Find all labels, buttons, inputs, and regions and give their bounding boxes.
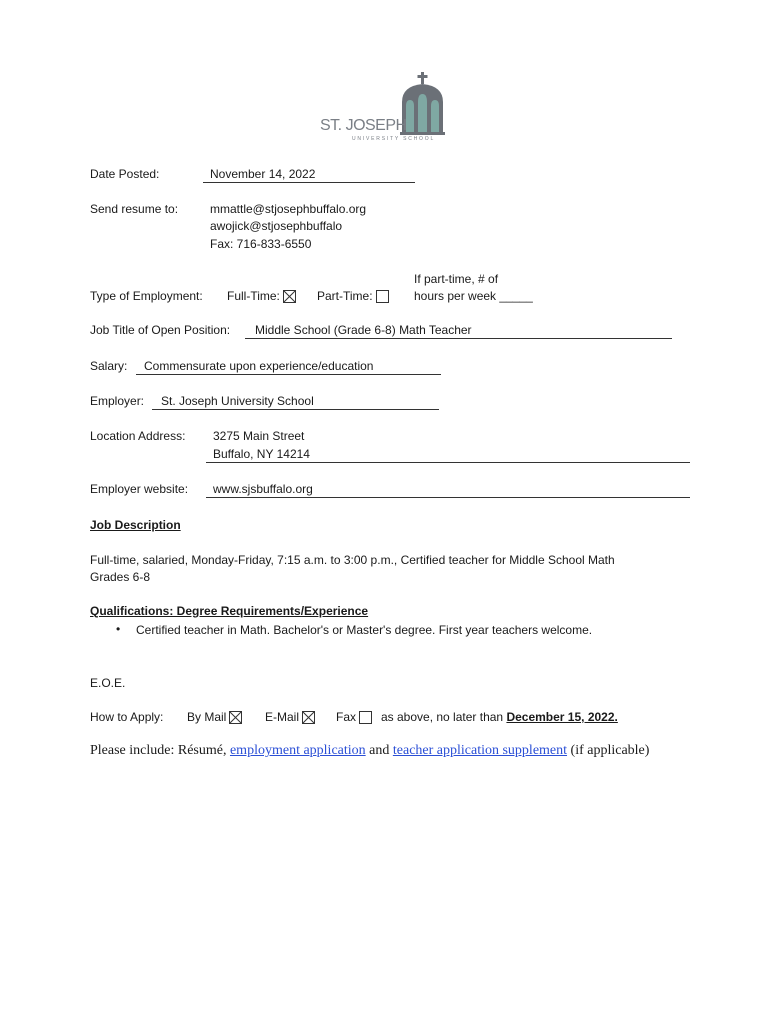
job-title-value: Middle School (Grade 6-8) Math Teacher [255,323,472,337]
resume-email-2: awojick@stjosephbuffalo [210,219,343,233]
send-resume-label: Send resume to: [90,202,179,216]
eoe-text: E.O.E. [90,676,126,690]
logo-name: ST. JOSEPH [320,117,407,134]
location-line2-field [206,447,690,463]
apply-email-label: E-Mail [265,710,300,724]
full-time-label: Full-Time: [227,289,280,303]
employment-type-label: Type of Employment: [90,289,203,303]
date-posted-label: Date Posted: [90,167,160,181]
apply-label: How to Apply: [90,710,164,724]
apply-mail-label: By Mail [187,710,227,724]
part-time-option [317,289,389,303]
location-line2: Buffalo, NY 14214 [213,447,310,461]
apply-fax-checkbox[interactable] [359,711,372,724]
date-posted-text: November 14, 2022 [210,167,316,181]
salary-field [136,359,441,375]
website-label: Employer website: [90,482,189,496]
hours-note-line1: If part-time, # of [414,272,499,286]
apply-deadline: December 15, 2022. [506,710,618,724]
checked-x-icon [303,712,314,723]
full-time-checkbox[interactable] [283,290,296,303]
qualifications-item: Certified teacher in Math. Bachelor's or Master's degree. First year teachers welcome. [136,623,593,637]
logo-subtitle: UNIVERSITY SCHOOL [352,136,436,142]
job-title-label: Job Title of Open Position: [90,323,231,337]
employer-value: St. Joseph University School [161,394,314,408]
qualifications-heading: Qualifications: Degree Requirements/Experience [90,604,369,618]
apply-deadline-row [381,710,618,724]
part-time-checkbox[interactable] [376,290,389,303]
location-label: Location Address: [90,429,186,443]
employment-application-link[interactable]: employment application [229,743,366,758]
employer-field [152,394,439,410]
include-and: and [369,743,390,758]
resume-email-1: mmattle@stjosephbuffalo.org [210,202,367,216]
job-description-line2: Grades 6-8 [90,570,151,584]
full-time-option [227,289,296,303]
hours-note-line2-row [414,289,533,303]
part-time-label: Part-Time: [317,289,373,303]
include-suffix: (if applicable) [570,743,650,758]
checked-x-icon [284,291,295,302]
apply-mail-option [187,710,242,724]
qualifications-bullet: • [116,622,121,636]
employer-label: Employer: [90,394,145,408]
salary-label: Salary: [90,359,128,373]
apply-mail-checkbox[interactable] [229,711,242,724]
hours-value[interactable]: _____ [499,289,533,303]
date-posted-value [203,167,415,183]
salary-value: Commensurate upon experience/education [144,359,374,373]
include-prefix: Please include: Résumé, [90,743,227,758]
apply-fax-option [336,710,372,724]
checked-x-icon [230,712,241,723]
school-logo [320,72,450,144]
website-field [206,482,690,498]
hours-note-line2: hours per week [414,289,497,303]
location-line1: 3275 Main Street [213,429,305,443]
job-description-heading: Job Description [90,518,181,532]
apply-as-above: as above, no later than [381,710,504,724]
include-row [90,743,649,759]
apply-email-checkbox[interactable] [302,711,315,724]
apply-email-option [265,710,315,724]
website-value[interactable]: www.sjsbuffalo.org [213,482,313,496]
resume-fax: Fax: 716-833-6550 [210,237,312,251]
apply-fax-label: Fax [336,710,357,724]
job-title-field [245,323,672,339]
teacher-supplement-link[interactable]: teacher application supplement [392,743,568,758]
job-description-line1: Full-time, salaried, Monday-Friday, 7:15 a.m. to 3:00 p.m., Certified teacher for Middle School Math [90,553,615,567]
